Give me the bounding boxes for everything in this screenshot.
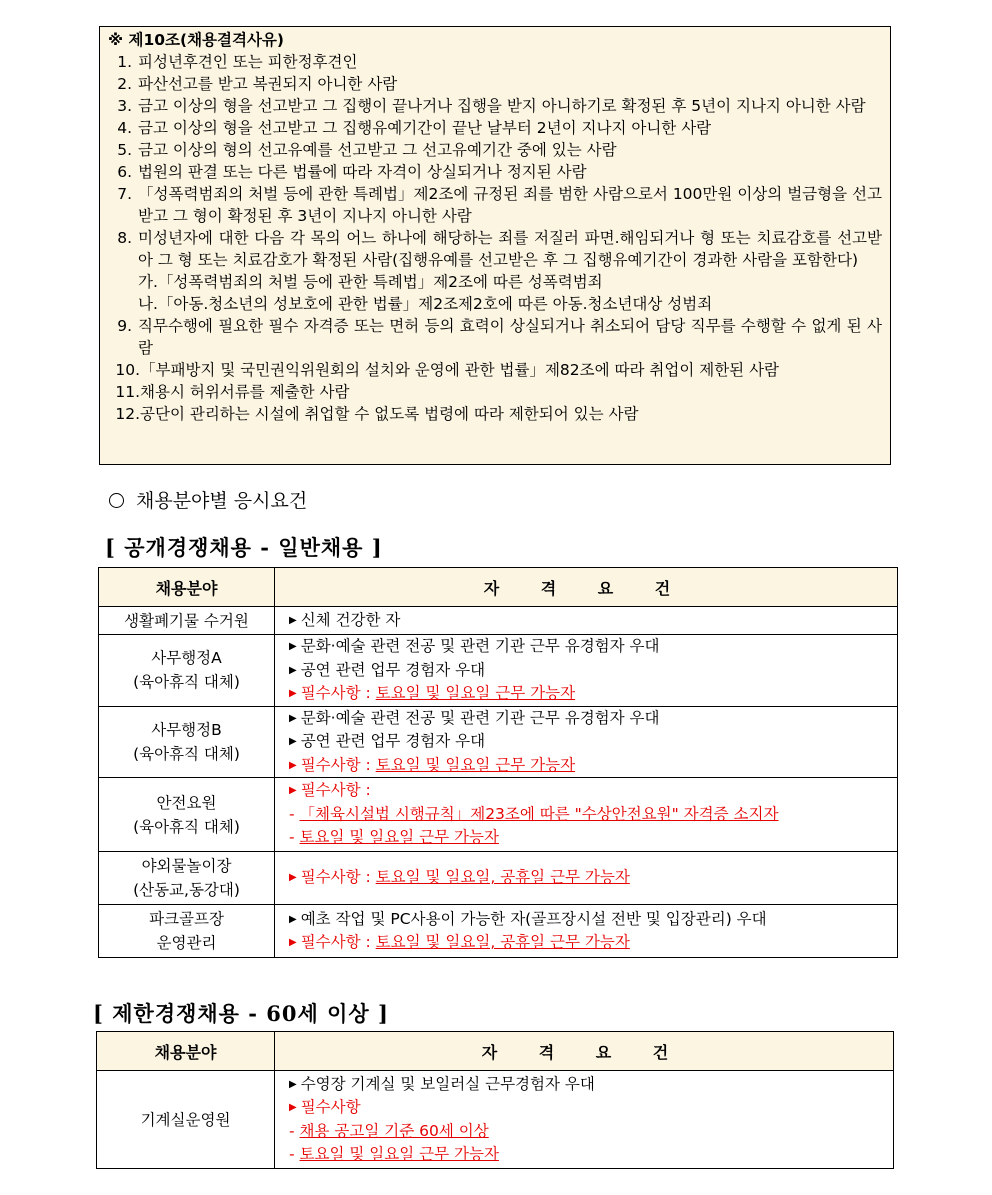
requirement-text: 필수사항 :: [300, 933, 376, 951]
requirement-text: 필수사항 :: [300, 868, 376, 887]
item-text-content: 「성폭력범죄의 처벌 등에 관한 특례법」제2조에 규정된 죄를 범한 사람으로서 100만원 이상의 벌금형을 선고받고 그 형이 확정된 후 3년이 지나지 아니한 사람: [138, 185, 882, 225]
field-cell: [99, 905, 275, 958]
requirement-line: [289, 682, 897, 706]
field-name-line: 사무행정B: [151, 720, 222, 739]
requirement-line: [289, 866, 897, 890]
table-row: [99, 852, 898, 905]
table-row: [99, 905, 898, 958]
requirement-line: [289, 635, 897, 659]
field-cell: [99, 607, 275, 635]
col-header-requirements: 자 격 요 건: [275, 568, 898, 607]
triangle-bullet-icon: ▶: [289, 1078, 297, 1090]
item-text-content: 법원의 판결 또는 다른 법률에 따라 자격이 상실되거나 정지된 사람: [138, 163, 587, 181]
dash-marker: -: [289, 1121, 300, 1140]
item-text-content: 금고 이상의 형을 선고받고 그 집행이 끝나거나 집행을 받지 아니하기로 확정된 후 5년이 지나지 아니한 사람: [138, 97, 866, 115]
requirement-line: [289, 609, 897, 633]
disqualification-item: [108, 117, 890, 139]
triangle-bullet-icon: ▶: [289, 937, 297, 948]
requirement-emphasis: 토요일 및 일요일 근무 가능자: [375, 684, 576, 702]
field-name-line: 안전요원: [156, 793, 217, 812]
requirement-text: 문화·예술 관련 전공 및 관련 기관 근무 유경험자 우대: [300, 637, 660, 655]
field-cell: [99, 706, 275, 778]
disqualification-item: [108, 183, 890, 227]
triangle-bullet-icon: ▶: [289, 641, 297, 652]
requirement-emphasis: 「체육시설법 시행규칙」제23조에 따른 "수상안전요원" 자격증 소지자: [299, 804, 779, 823]
field-cell: [97, 1071, 275, 1169]
field-name-line: (산동교,동강대): [133, 881, 240, 899]
item-text: [138, 227, 890, 315]
triangle-bullet-icon: ▶: [289, 785, 297, 797]
col-header-field: 채용분야: [97, 1032, 275, 1071]
disqualification-item: [108, 73, 890, 95]
triangle-bullet-icon: ▶: [289, 759, 297, 771]
field-name-line: 기계실운영원: [140, 1110, 231, 1129]
disqualification-item: [108, 227, 890, 315]
requirement-line: [289, 1096, 893, 1120]
item-number: 4.: [117, 119, 132, 137]
triangle-bullet-icon: ▶: [289, 664, 297, 676]
table-row: [99, 778, 898, 852]
disqualification-item: [108, 161, 890, 183]
requirement-line: [289, 779, 897, 803]
item-text: [138, 139, 890, 161]
open-recruitment-title: [ 공개경쟁채용 - 일반채용 ]: [105, 535, 383, 560]
sub-item: 나.「아동.청소년의 성보호에 관한 법률」제2조제2호에 따른 아동.청소년대상 성범죄: [138, 295, 713, 313]
table-row: [97, 1071, 894, 1169]
requirement-line: [289, 730, 897, 754]
field-name-line: (육아휴직 대체): [133, 817, 240, 836]
item-text: [138, 315, 890, 359]
item-text-content: 파산선고를 받고 복권되지 아니한 사람: [138, 75, 398, 93]
dash-marker: -: [289, 804, 300, 823]
requirements-cell: [275, 635, 898, 707]
requirement-text: 문화·예술 관련 전공 및 관련 기관 근무 유경험자 우대: [300, 708, 660, 727]
requirement-emphasis: 토요일 및 일요일 근무 가능자: [375, 755, 576, 774]
requirement-emphasis: 토요일 및 일요일 근무 가능자: [299, 828, 499, 847]
item-number: 5.: [117, 141, 132, 159]
item-text: [140, 381, 890, 403]
requirement-text: 필수사항 :: [300, 684, 376, 702]
field-name-line: 야외물놀이장: [141, 857, 232, 875]
requirement-line: [289, 707, 897, 731]
item-text: [140, 403, 890, 425]
field-name-line: 생활폐기물 수거원: [124, 611, 249, 630]
requirements-cell: [275, 852, 898, 905]
item-number: 8.: [117, 229, 132, 247]
triangle-bullet-icon: ▶: [289, 688, 297, 699]
item-text-content: 금고 이상의 형의 선고유예를 선고받고 그 선고유예기간 중에 있는 사람: [138, 141, 617, 159]
disqualification-item: [108, 139, 890, 161]
item-text-content: 공단이 관리하는 시설에 취업할 수 없도록 법령에 따라 제한되어 있는 사람: [140, 405, 639, 423]
triangle-bullet-icon: ▶: [289, 614, 297, 626]
disqualification-item: [108, 51, 890, 73]
item-text: [138, 51, 890, 73]
dash-marker: -: [289, 828, 300, 847]
item-number: 11.: [115, 383, 140, 401]
col-header-field: 채용분야: [99, 568, 275, 607]
item-number: 10.: [115, 361, 140, 379]
table-row: [99, 607, 898, 635]
item-text-content: 피성년후견인 또는 피한정후견인: [138, 53, 358, 71]
requirement-line: [289, 931, 897, 955]
col-header-requirements: 자 격 요 건: [275, 1032, 894, 1071]
disqualification-title: ※ 제10조(채용결격사유): [108, 31, 284, 49]
requirements-cell: [275, 1071, 894, 1169]
item-text: [138, 183, 890, 227]
triangle-bullet-icon: ▶: [289, 913, 297, 925]
field-cell: [99, 778, 275, 852]
requirement-line: [289, 803, 897, 827]
table-row: [99, 635, 898, 707]
requirements-cell: [275, 706, 898, 778]
requirements-cell: [275, 778, 898, 852]
requirement-line: [289, 826, 897, 850]
requirement-text: 필수사항 :: [300, 755, 376, 774]
disqualification-box: [99, 26, 891, 465]
disqualification-item: [108, 381, 890, 403]
requirement-line: [289, 1073, 893, 1097]
limited-recruitment-title: [ 제한경쟁채용 - 60세 이상 ]: [93, 1001, 389, 1026]
requirement-emphasis: 토요일 및 일요일 근무 가능자: [299, 1145, 499, 1163]
disqualification-item: [108, 95, 890, 117]
field-cell: [99, 852, 275, 905]
triangle-bullet-icon: ▶: [289, 736, 297, 747]
item-text-content: 미성년자에 대한 다음 각 목의 어느 하나에 해당하는 죄를 저질러 파면.해임되거나 형 또는 치료감호를 선고받아 그 형 또는 치료감호가 확정된 사람(집행유예를 선고받은 후 그 집행유예기간이 경과한 사람을 포함한다): [138, 229, 882, 269]
table-row: [99, 706, 898, 778]
disqualification-item: [108, 315, 890, 359]
item-text: [138, 117, 890, 139]
item-number: 3.: [117, 97, 132, 115]
requirements-cell: [275, 607, 898, 635]
requirement-line: [289, 1143, 893, 1167]
field-name-line: 파크골프장: [149, 910, 224, 928]
item-number: 7.: [117, 185, 132, 203]
item-text-content: 직무수행에 필요한 필수 자격증 또는 면허 등의 효력이 상실되거나 취소되어 담당 직무를 수행할 수 없게 된 사람: [138, 317, 882, 357]
item-text-content: 금고 이상의 형을 선고받고 그 집행유예기간이 끝난 날부터 2년이 지나지 아니한 사람: [138, 119, 712, 137]
circle-bullet-icon: [109, 493, 124, 508]
requirement-text: 공연 관련 업무 경험자 우대: [300, 660, 486, 679]
requirement-emphasis: 채용 공고일 기준 60세 이상: [299, 1121, 489, 1140]
item-text-content: 「부패방지 및 국민권익위원회의 설치와 운영에 관한 법률」제82조에 따라 취업이 제한된 사람: [140, 361, 780, 379]
requirement-text: 수영장 기계실 및 보일러실 근무경험자 우대: [300, 1074, 595, 1093]
section-heading: 채용분야별 응시요건: [109, 486, 307, 513]
limited-recruitment-table: [96, 1031, 894, 1169]
disqualification-item: [108, 359, 890, 381]
dash-marker: -: [289, 1145, 300, 1163]
item-text-content: 채용시 허위서류를 제출한 사람: [140, 383, 350, 401]
requirement-text: 신체 건강한 자: [300, 610, 401, 629]
disqualification-list: [108, 51, 890, 425]
item-number: 1.: [117, 53, 132, 71]
field-name-line: 운영관리: [156, 934, 217, 952]
item-text: [138, 73, 890, 95]
sub-item: 가.「성폭력범죄의 처벌 등에 관한 특례법」제2조에 따른 성폭력범죄: [138, 273, 603, 291]
field-cell: [99, 635, 275, 707]
requirement-line: [289, 908, 897, 932]
requirement-line: [289, 754, 897, 778]
requirement-text: 공연 관련 업무 경험자 우대: [300, 732, 486, 750]
triangle-bullet-icon: ▶: [289, 712, 297, 724]
item-number: 9.: [117, 317, 132, 335]
requirements-cell: [275, 905, 898, 958]
field-name-line: (육아휴직 대체): [133, 744, 240, 763]
field-name-line: 사무행정A: [151, 649, 222, 668]
open-recruitment-table: [98, 567, 898, 958]
item-number: 2.: [117, 75, 132, 93]
item-text: [138, 95, 890, 117]
requirement-line: [289, 1120, 893, 1144]
requirement-line: [289, 659, 897, 683]
item-text: [138, 161, 890, 183]
item-number: 6.: [117, 163, 132, 181]
requirement-text: 필수사항 :: [300, 781, 371, 800]
field-name-line: (육아휴직 대체): [133, 673, 240, 692]
item-number: 12.: [115, 405, 140, 423]
item-text: [140, 359, 890, 381]
requirement-text: 예초 작업 및 PC사용이 가능한 자(골프장시설 전반 및 입장관리) 우대: [300, 909, 767, 928]
requirement-emphasis: 토요일 및 일요일, 공휴일 근무 가능자: [375, 868, 630, 887]
triangle-bullet-icon: ▶: [289, 872, 297, 884]
triangle-bullet-icon: ▶: [289, 1102, 297, 1113]
requirement-emphasis: 토요일 및 일요일, 공휴일 근무 가능자: [375, 933, 630, 951]
disqualification-item: [108, 403, 890, 425]
requirement-text: 필수사항: [300, 1098, 361, 1116]
